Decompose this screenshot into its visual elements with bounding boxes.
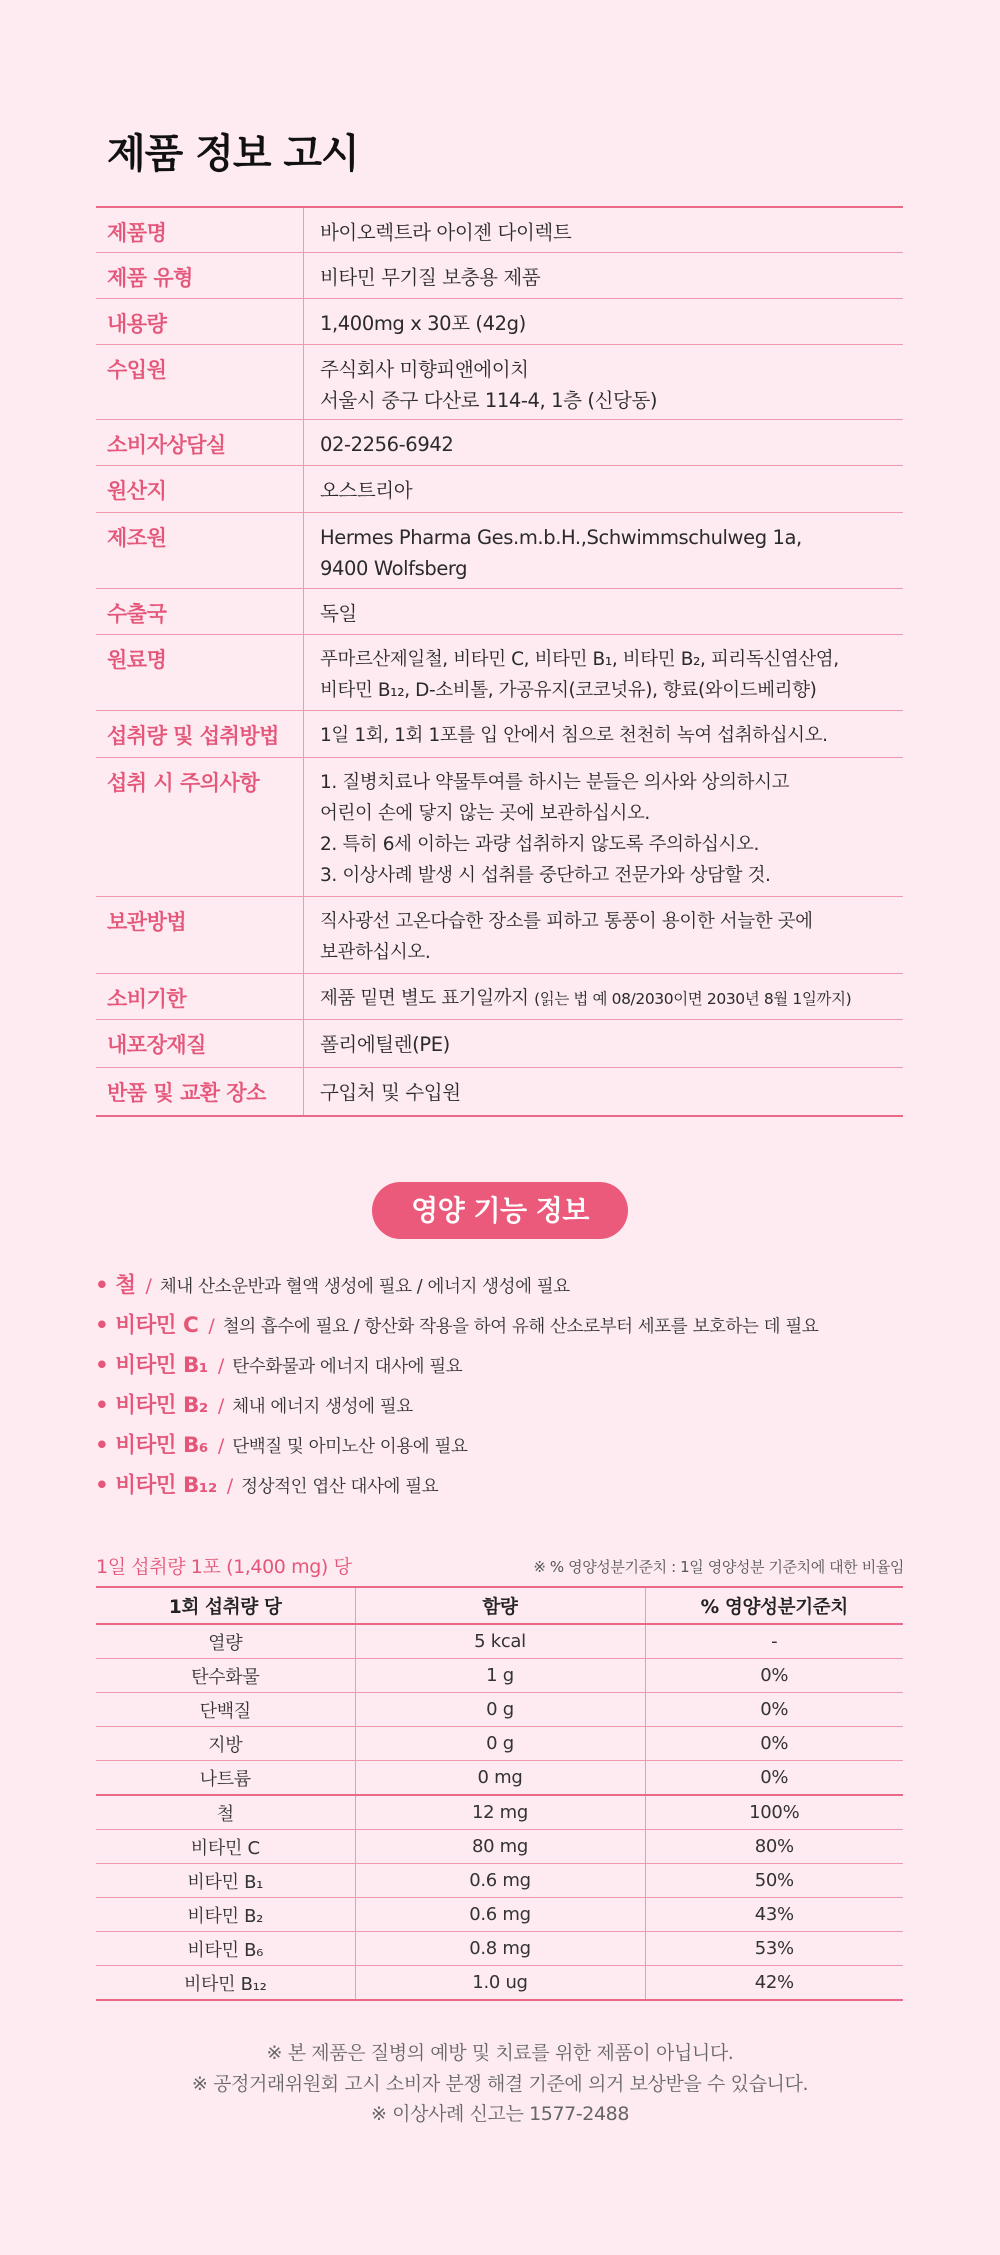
nutrient-name: 지방: [96, 1727, 355, 1761]
nutrient-name: 나트륨: [96, 1761, 355, 1796]
info-row-return-place: [96, 1068, 903, 1115]
table-row: [96, 1624, 903, 1659]
function-item: • 비타민 B₁₂ / 정상적인 엽산 대사에 필요: [95, 1473, 439, 1498]
column-header: % 영양성분기준치: [645, 1587, 903, 1624]
product-info-table: [96, 206, 903, 1117]
info-label: 수출국: [96, 589, 304, 634]
info-row-precautions: [96, 758, 903, 897]
info-value: 비타민 무기질 보충용 제품: [320, 266, 541, 289]
function-item: • 비타민 B₂ / 체내 에너지 생성에 필요: [95, 1393, 413, 1418]
table-row: [96, 1830, 903, 1864]
info-value: 1. 질병치료나 약물투여를 하시는 분들은 의사와 상의하시고 어린이 손에 닿지 않는 곳에 보관하십시오. 2. 특히 6세 이하는 과량 섭취하지 않도록 주의하십시오. 3. 이상사례 발생 시 섭취를 중단하고 전문가와 상담할 것.: [320, 772, 790, 886]
table-row: [96, 1761, 903, 1796]
info-value: 오스트리아: [320, 479, 413, 502]
info-label: 섭취량 및 섭취방법: [96, 711, 304, 757]
column-header: 함량: [355, 1587, 645, 1624]
function-item: • 철 / 체내 산소운반과 혈액 생성에 필요 / 에너지 생성에 필요: [95, 1273, 570, 1298]
info-row-export-country: [96, 589, 903, 635]
nutrient-daily-value: 43%: [645, 1898, 903, 1932]
info-value: 직사광선 고온다습한 장소를 피하고 통풍이 용이한 서늘한 곳에 보관하십시오.: [320, 911, 813, 963]
nutrient-daily-value: -: [645, 1624, 903, 1659]
info-value: [304, 974, 903, 1019]
info-value: 바이오렉트라 아이젠 다이렉트: [320, 221, 572, 244]
info-row-intake-method: [96, 711, 903, 758]
info-label: 수입원: [96, 345, 304, 419]
notices: [0, 2038, 1000, 2130]
nutrient-amount: 5 kcal: [355, 1624, 645, 1659]
info-label: 제품명: [96, 208, 304, 252]
info-value: 1일 1회, 1회 1포를 입 안에서 침으로 천천히 녹여 섭취하십시오.: [320, 725, 828, 746]
info-value: 구입처 및 수입원: [320, 1081, 461, 1104]
info-label: 소비기한: [96, 974, 304, 1019]
info-label: 보관방법: [96, 897, 304, 973]
info-row-importer: [96, 345, 903, 420]
nutrient-amount: 1 g: [355, 1659, 645, 1693]
nutrient-amount: 0.6 mg: [355, 1898, 645, 1932]
info-label: 내포장재질: [96, 1020, 304, 1067]
info-row-expiry: [96, 974, 903, 1020]
nutrient-amount: 0 g: [355, 1727, 645, 1761]
info-label: 제조원: [96, 513, 304, 588]
notice-line: ※ 이상사례 신고는 1577-2488: [370, 2103, 630, 2125]
info-value: Hermes Pharma Ges.m.b.H.,Schwimmschulweg 1a, 9400 Wolfsberg: [320, 526, 802, 580]
function-item: • 비타민 B₆ / 단백질 및 아미노산 이용에 필요: [95, 1433, 468, 1458]
table-row: [96, 1932, 903, 1966]
nutrient-daily-value: 0%: [645, 1693, 903, 1727]
nutrient-daily-value: 42%: [645, 1966, 903, 2001]
info-row-manufacturer: [96, 513, 903, 589]
info-row-ingredients: [96, 635, 903, 711]
nutrient-daily-value: 80%: [645, 1830, 903, 1864]
info-row-consumer-center: [96, 420, 903, 466]
nutrient-name: 비타민 C: [96, 1830, 355, 1864]
table-row: [96, 1898, 903, 1932]
info-value: 폴리에틸렌(PE): [320, 1033, 450, 1056]
info-row-net-content: [96, 299, 903, 345]
table-row: [96, 1659, 903, 1693]
nutrient-amount: 12 mg: [355, 1795, 645, 1830]
nutrient-daily-value: 0%: [645, 1659, 903, 1693]
nutrient-amount: 0 mg: [355, 1761, 645, 1796]
table-row: [96, 1795, 903, 1830]
info-value: 주식회사 미향피앤에이치 서울시 중구 다산로 114-4, 1층 (신당동): [320, 358, 658, 412]
info-value: 1,400mg x 30포 (42g): [320, 312, 526, 335]
nutrient-daily-value: 0%: [645, 1727, 903, 1761]
serving-size-label: 1일 섭취량 1포 (1,400 mg) 당: [96, 1556, 352, 1578]
info-value: 푸마르산제일철, 비타민 C, 비타민 B₁, 비타민 B₂, 피리독신염산염, 비타민 B₁₂, D-소비톨, 가공유지(코코넛유), 향료(와이드베리향): [320, 649, 839, 701]
table-row: [96, 1727, 903, 1761]
nutrient-name: 단백질: [96, 1693, 355, 1727]
function-item: • 비타민 B₁ / 탄수화물과 에너지 대사에 필요: [95, 1353, 463, 1378]
nutrition-function-list: [95, 1266, 955, 1506]
expiry-main: 제품 밑면 별도 표기일까지: [320, 988, 529, 1009]
nutrient-name: 탄수화물: [96, 1659, 355, 1693]
notice-line: ※ 본 제품은 질병의 예방 및 치료를 위한 제품이 아닙니다.: [266, 2042, 734, 2064]
nutrient-amount: 1.0 ug: [355, 1966, 645, 2001]
table-row: [96, 1966, 903, 2001]
info-label: 반품 및 교환 장소: [96, 1068, 304, 1115]
nutrient-daily-value: 0%: [645, 1761, 903, 1796]
nutrient-daily-value: 53%: [645, 1932, 903, 1966]
product-info-title: 제품 정보 고시: [107, 131, 359, 177]
info-label: 소비자상담실: [96, 420, 304, 465]
expiry-note: (읽는 법 예 08/2030이면 2030년 8월 1일까지): [534, 990, 852, 1008]
table-row: [96, 1693, 903, 1727]
info-label: 내용량: [96, 299, 304, 344]
info-label: 섭취 시 주의사항: [96, 758, 304, 896]
nutrient-name: 철: [96, 1795, 355, 1830]
info-label: 원료명: [96, 635, 304, 710]
nutrient-amount: 0 g: [355, 1693, 645, 1727]
column-header: 1회 섭취량 당: [96, 1587, 355, 1624]
nutrient-daily-value: 100%: [645, 1795, 903, 1830]
nutrient-name: 열량: [96, 1624, 355, 1659]
nutrition-function-title: 영양 기능 정보: [372, 1182, 628, 1239]
function-item: • 비타민 C / 철의 흡수에 필요 / 항산화 작용을 하여 유해 산소로부터 세포를 보호하는 데 필요: [95, 1313, 819, 1338]
nutrient-daily-value: 50%: [645, 1864, 903, 1898]
info-label: 제품 유형: [96, 253, 304, 298]
nutrient-amount: 0.6 mg: [355, 1864, 645, 1898]
nutrient-amount: 0.8 mg: [355, 1932, 645, 1966]
notice-line: ※ 공정거래위원회 고시 소비자 분쟁 해결 기준에 의거 보상받을 수 있습니다.: [191, 2072, 809, 2095]
info-row-product-name: [96, 208, 903, 253]
nutrient-name: 비타민 B₂: [96, 1898, 355, 1932]
info-row-storage: [96, 897, 903, 974]
nutrient-name: 비타민 B₁: [96, 1864, 355, 1898]
info-value: 02-2256-6942: [320, 433, 454, 456]
table-header-row: [96, 1587, 903, 1624]
daily-value-footnote: ※ % 영양성분기준치 : 1일 영양성분 기준치에 대한 비율임: [533, 1558, 904, 1576]
nutrient-name: 비타민 B₁₂: [96, 1966, 355, 2001]
table-row: [96, 1864, 903, 1898]
nutrient-amount: 80 mg: [355, 1830, 645, 1864]
info-label: 원산지: [96, 466, 304, 512]
info-value: 독일: [320, 602, 357, 625]
info-row-product-type: [96, 253, 903, 299]
info-row-packaging: [96, 1020, 903, 1068]
nutrient-name: 비타민 B₆: [96, 1932, 355, 1966]
info-row-origin: [96, 466, 903, 513]
nutrition-facts-table: [96, 1586, 903, 2001]
